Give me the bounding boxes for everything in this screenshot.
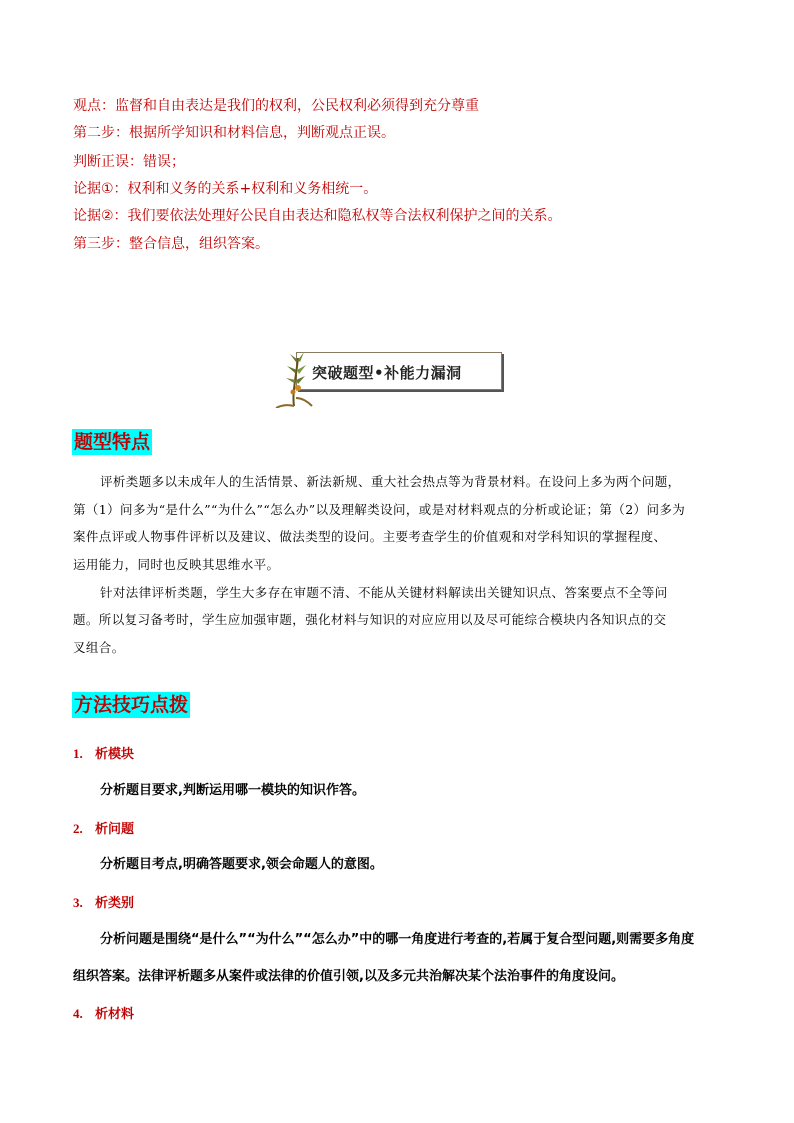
method-title-text: 析问题 [95,822,135,837]
intro-line: 第三步：整合信息，组织答案。 [73,236,269,252]
intro-line: 第二步：根据所学知识和材料信息，判断观点正误。 [73,125,395,141]
method-number: 3. [73,895,83,910]
section-heading-methods: 方法技巧点拨 [74,694,189,716]
paragraph-line: 题。所以复习备考时，学生应加强审题，强化材料与知识的对应应用以及尽可能综合模块内各知识点的交 [73,612,667,627]
method-item-title [73,746,134,763]
method-item-title [73,895,134,912]
intro-line: 判断正误：错误； [73,154,185,170]
method-item-title [73,821,134,838]
paragraph-line: 叉组合。 [73,640,125,655]
method-title-text: 析类别 [95,896,135,911]
method-title-text: 析材料 [95,1007,135,1022]
paragraph-line: 案件点评或人物事件评析以及建议、做法类型的设问。主要考查学生的价值观和对学科知识的掌握程度、 [73,529,667,544]
paragraph-line: 运用能力，同时也反映其思维水平。 [73,557,280,572]
paragraph-line: 第（1）问多为“是什么”“为什么”“怎么办”以及理解类设问，或是对材料观点的分析或论证；第（2）问多为 [73,502,686,517]
intro-line: 论据①：权利和义务的关系+权利和义务相统一。 [73,181,378,197]
method-number: 2. [73,821,83,836]
section-banner [272,348,508,408]
intro-line: 论据②：我们要依法处理好公民自由表达和隐私权等合法权利保护之间的关系。 [73,208,562,224]
method-number: 1. [73,746,83,761]
method-description: 分析题目要求,判断运用哪一模块的知识作答。 [100,783,365,798]
method-description: 组织答案。法律评析题多从案件或法律的价值引领,以及多元共治解决某个法治事件的角度设问。 [73,969,624,984]
intro-line: 观点：监督和自由表达是我们的权利，公民权利必须得到充分尊重 [73,98,479,114]
method-number: 4. [73,1006,83,1021]
method-description: 分析问题是围绕“是什么”“为什么”“怎么办”中的哪一角度进行考查的,若属于复合型问题,则需要多角度 [100,932,695,947]
method-description: 分析题目考点,明确答题要求,领会命题人的意图。 [100,857,383,872]
section-heading-features: 题型特点 [74,431,151,453]
plant-decoration-icon [272,348,316,408]
paragraph-line: 针对法律评析类题，学生大多存在审题不清、不能从关键材料解读出关键知识点、答案要点不全等问 [100,585,668,600]
method-item-title [73,1006,134,1023]
method-title-text: 析模块 [95,747,135,762]
banner-title: 突破题型•补能力漏洞 [312,364,462,382]
paragraph-line: 评析类题多以未成年人的生活情景、新法新规、重大社会热点等为背景材料。在设问上多为两个问题， [100,474,681,489]
